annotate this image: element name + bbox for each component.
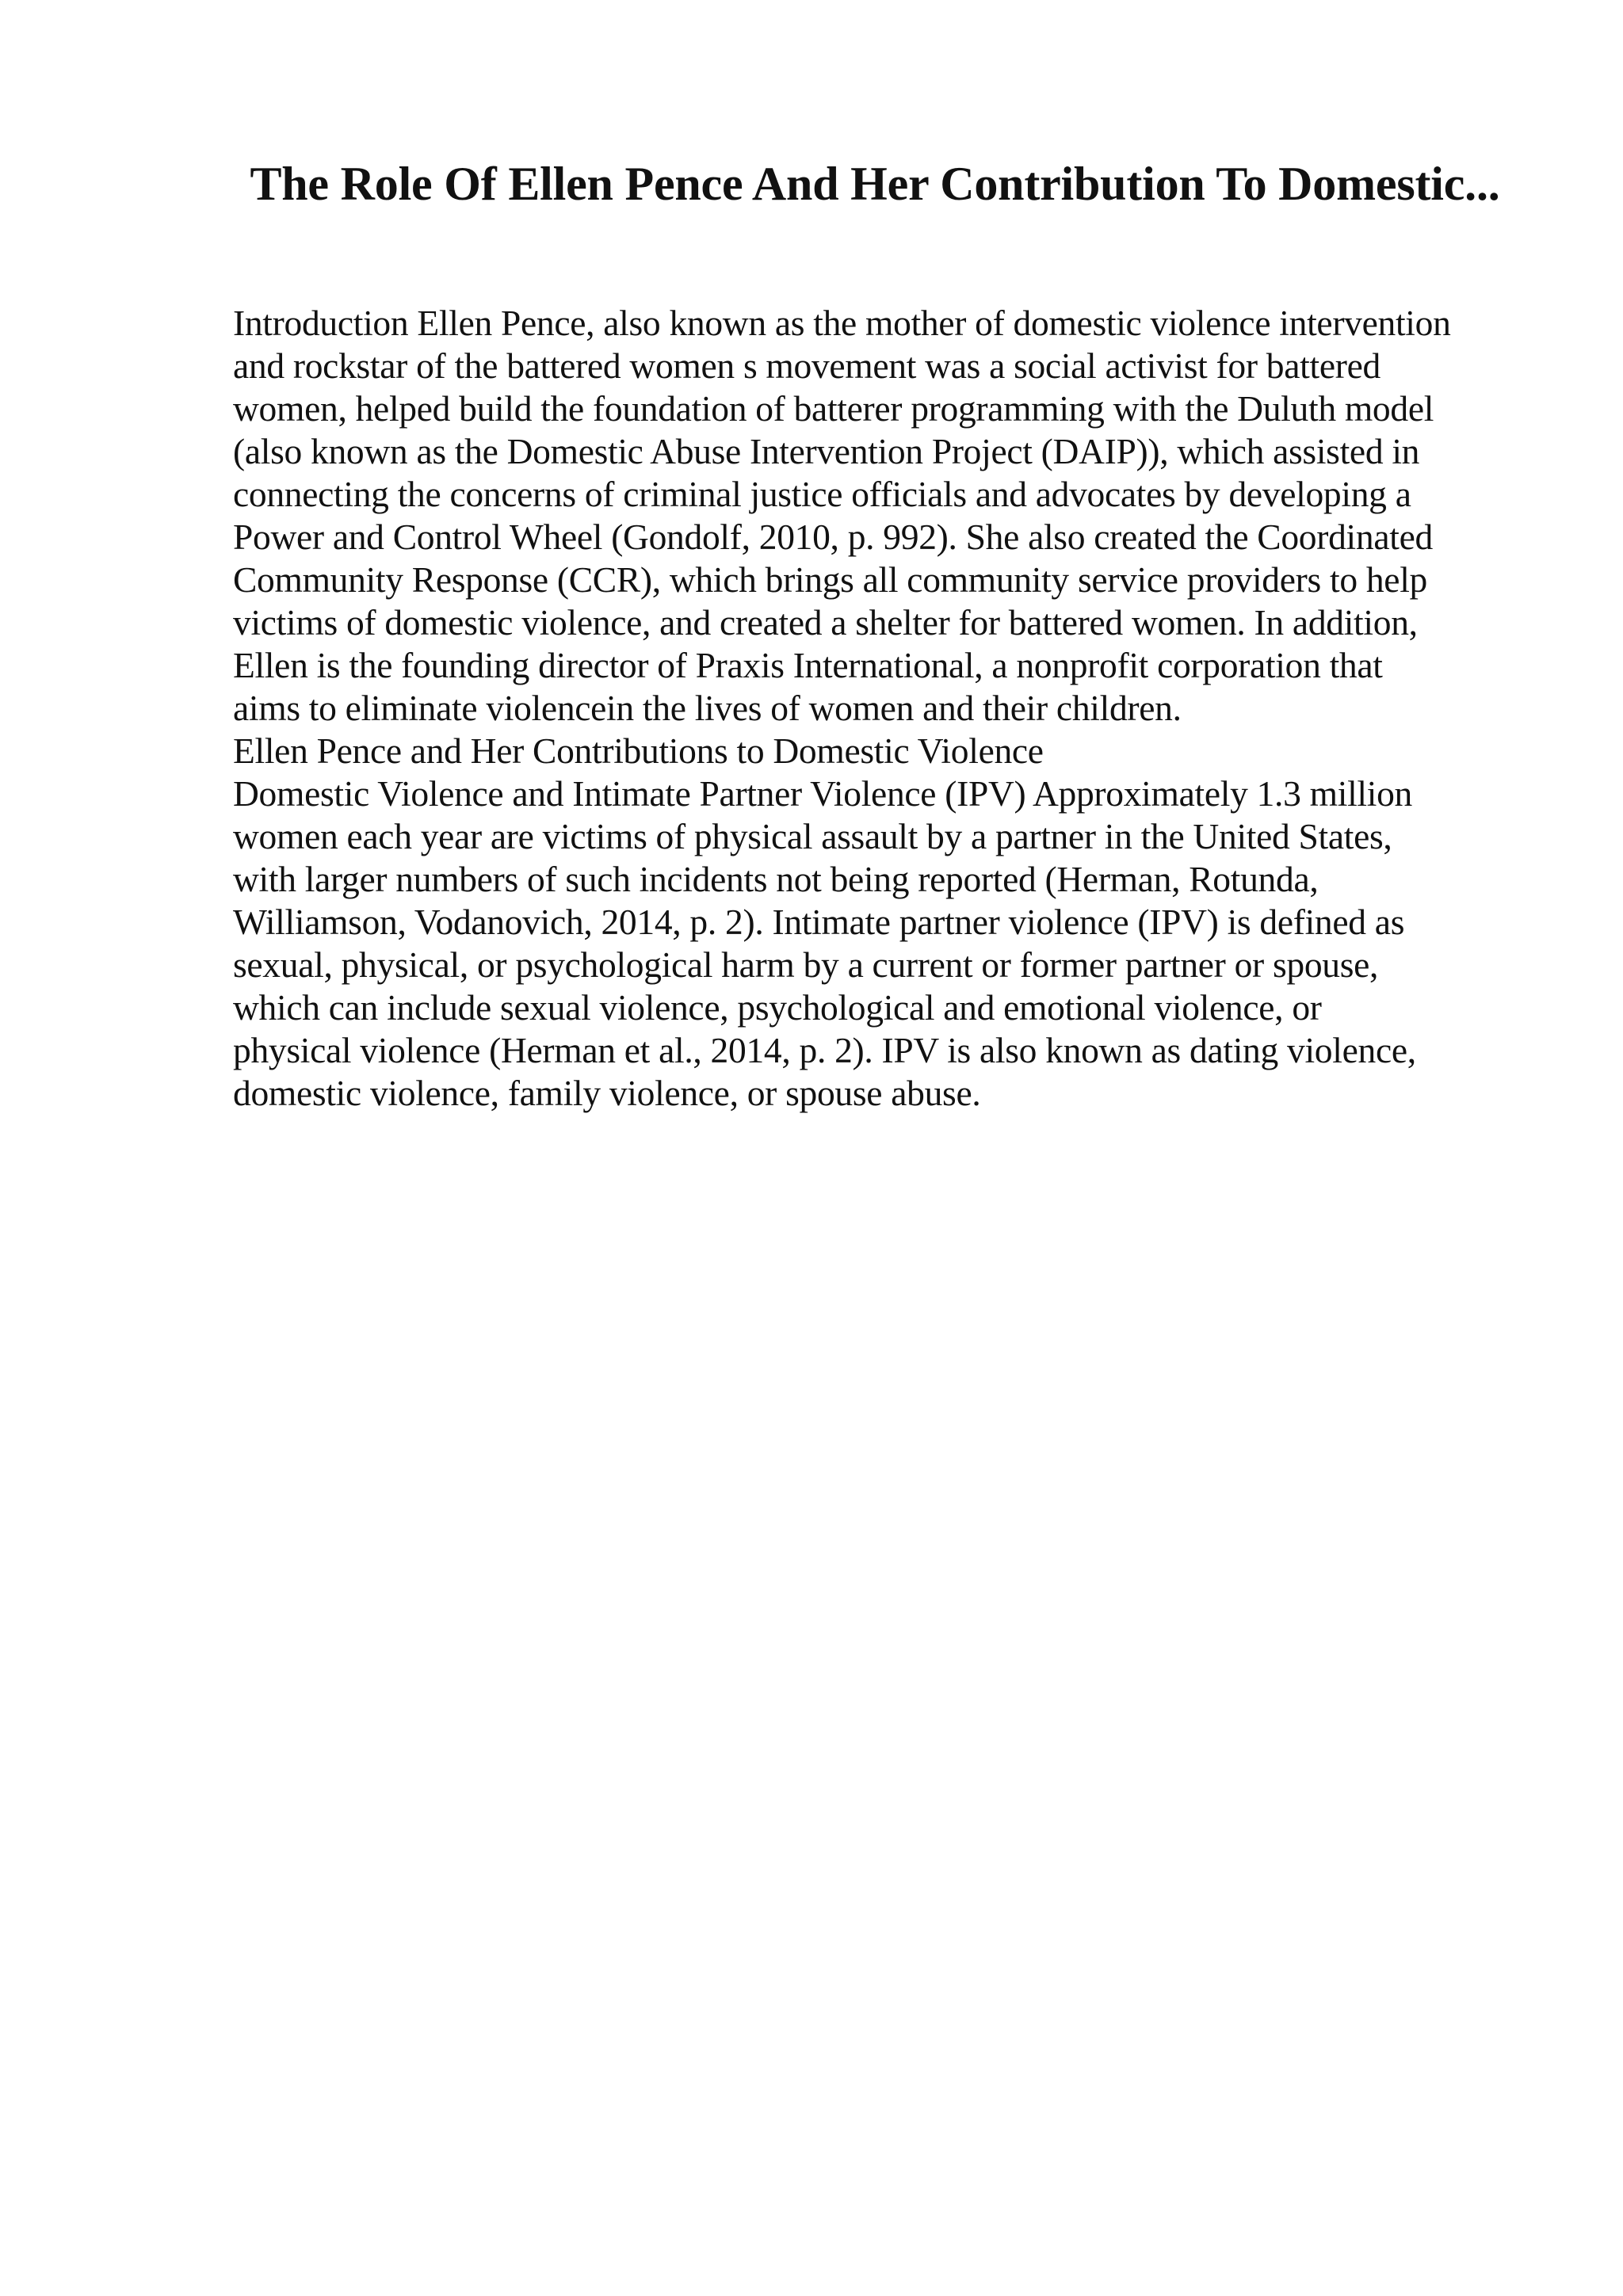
body-line: women each year are victims of physical assault by a partner in the United States, [233, 816, 1392, 856]
body-line: Ellen is the founding director of Praxis International, a nonprofit corporation that [233, 645, 1383, 685]
body-line: physical violence (Herman et al., 2014, p. 2). IPV is also known as dating violence, [233, 1030, 1416, 1070]
body-line: Williamson, Vodanovich, 2014, p. 2). Intimate partner violence (IPV) is defined as [233, 902, 1405, 942]
body-line: women, helped build the foundation of batterer programming with the Duluth model [233, 388, 1434, 429]
body-line: domestic violence, family violence, or spouse abuse. [233, 1073, 981, 1113]
body-line: which can include sexual violence, psychological and emotional violence, or [233, 987, 1322, 1028]
document-body [233, 302, 1517, 1115]
body-line: victims of domestic violence, and created a shelter for battered women. In addition, [233, 602, 1418, 643]
body-line: Domestic Violence and Intimate Partner Violence (IPV) Approximately 1.3 million [233, 773, 1412, 814]
body-line: and rockstar of the battered women s movement was a social activist for battered [233, 345, 1381, 386]
body-line: (also known as the Domestic Abuse Intervention Project (DAIP)), which assisted in [233, 431, 1420, 471]
section-heading-line: Ellen Pence and Her Contributions to Domestic Violence [233, 730, 1044, 771]
body-line: Introduction Ellen Pence, also known as the mother of domestic violence intervention [233, 303, 1451, 343]
body-line: Community Response (CCR), which brings all community service providers to help [233, 559, 1427, 600]
body-line: aims to eliminate violencein the lives of women and their children. [233, 688, 1182, 728]
body-line: sexual, physical, or psychological harm by a current or former partner or spouse, [233, 944, 1379, 985]
document-title: The Role Of Ellen Pence And Her Contribution To Domestic... [250, 158, 1500, 210]
body-line: Power and Control Wheel (Gondolf, 2010, p. 992). She also created the Coordinated [233, 517, 1433, 557]
body-line: connecting the concerns of criminal justice officials and advocates by developing a [233, 474, 1411, 514]
body-line: with larger numbers of such incidents not being reported (Herman, Rotunda, [233, 859, 1319, 899]
